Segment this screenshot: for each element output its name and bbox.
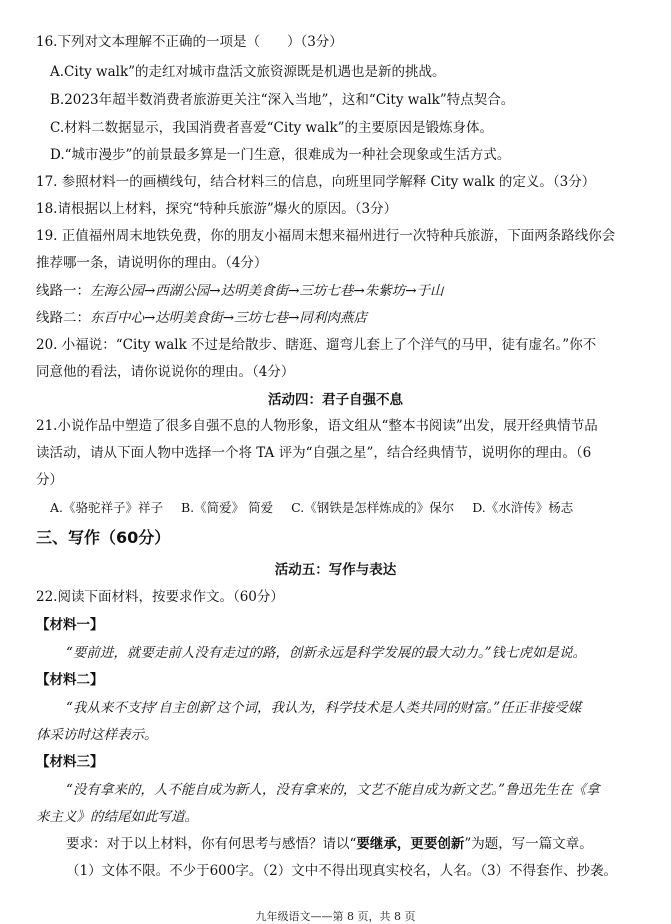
q16-option-c: C.材料二数据显示，我国消费者喜爱“City walk”的主要原因是锻炼身体。 xyxy=(50,120,494,136)
q21-option-c: C.《钢铁是怎样炼成的》保尔 xyxy=(291,500,455,515)
material-three-tag: 【材料三】 xyxy=(36,754,104,770)
q21-option-a: A.《骆驼祥子》祥子 xyxy=(50,500,164,515)
q21-option-b: B.《简爱》 简爱 xyxy=(181,500,274,515)
material-one-text: “要前进，就要走前人没有走过的路，创新永远是科学发展的最大动力。”钱七虎如是说。 xyxy=(66,645,587,661)
activity-five-heading: 活动五：写作与表达 xyxy=(274,562,397,578)
essay-title: 要继承，更要创新 xyxy=(356,836,465,852)
activity-four-heading: 活动四：君子自强不息 xyxy=(268,392,403,408)
q21-options xyxy=(50,498,641,518)
requirement-suffix: ”为题，写一篇文章。 xyxy=(464,836,593,852)
q21-line3: 分） xyxy=(36,472,63,488)
q16-option-a: A.City walk”的走红对城市盘活文旅资源既是机遇也是新的挑战。 xyxy=(50,64,446,80)
q20-line1: 20. 小福说：“City walk 不过是给散步、瞎逛、遛弯儿套上了个洋气的马甲，徒有虚名。”你不 xyxy=(36,337,597,353)
material-one-tag: 【材料一】 xyxy=(36,617,104,633)
writing-requirement xyxy=(66,834,641,854)
q19-line2: 推荐哪一条，请说明你的理由。（4分） xyxy=(36,255,268,271)
q17-text: 17. 参照材料一的画横线句，结合材料三的信息，向班里同学解释 City walk 的定义。（3分） xyxy=(36,174,596,190)
q19-line1: 19. 正值福州周末地铁免费，你的朋友小福周末想来福州进行一次特种兵旅游，下面两条路线你会 xyxy=(36,228,616,244)
route-two-label: 线路二： xyxy=(36,310,90,326)
q21-line1: 21.小说作品中塑造了很多自强不息的人物形象，语文组从“整本书阅读”出发，展开经典情节品 xyxy=(36,418,598,434)
route-two xyxy=(36,308,641,328)
writing-rules: （1）文体不限。不少于600字。（2）文中不得出现真实校名，人名。（3）不得套作、抄袭。 xyxy=(66,863,618,879)
q16-option-d: D.“城市漫步”的前景最多算是一门生意，很难成为一种社会现象或生活方式。 xyxy=(50,147,511,163)
q22-stem: 22.阅读下面材料，按要求作文。（60分） xyxy=(36,589,284,605)
route-one-stops: 左海公园→西湖公园→达明美食街→三坊七巷→朱紫坊→于山 xyxy=(90,283,444,299)
material-three-line2: 来主义》的结尾如此写道。 xyxy=(36,809,198,825)
section-three-heading: 三、写作（60分） xyxy=(36,528,171,547)
route-two-stops: 东百中心→达明美食街→三坊七巷→同利肉燕店 xyxy=(90,310,367,326)
q16-stem: 16.下列对文本理解不正确的一项是（ ）（3分） xyxy=(36,34,343,50)
material-two-tag: 【材料二】 xyxy=(36,672,104,688)
material-two-line2: 体采访时这样表示。 xyxy=(36,727,158,743)
q20-line2: 同意他的看法，请你说说你的理由。（4分） xyxy=(36,364,295,380)
requirement-prefix: 要求：对于以上材料，你有何思考与感悟？请以“ xyxy=(66,836,357,852)
route-one xyxy=(36,281,641,301)
q21-option-d: D.《水浒传》杨志 xyxy=(472,500,574,515)
material-two-line1: “我从来不支持‘自主创新’这个词，我认为，科学技术是人类共同的财富。”任正非接受媒 xyxy=(66,700,582,716)
page-footer: 九年级语文——第 8 页，共 8 页 xyxy=(255,910,416,923)
q21-line2: 读活动，请从下面人物中选择一个将 TA 评为“自强之星”，结合经典情节，说明你的理由。（6 xyxy=(36,445,592,461)
material-three-line1: “没有拿来的，人不能自成为新人，没有拿来的，文艺不能自成为新文艺。”鲁迅先生在《拿 xyxy=(66,782,600,798)
route-one-label: 线路一： xyxy=(36,283,90,299)
q18-text: 18.请根据以上材料，探究“特种兵旅游”爆火的原因。（3分） xyxy=(36,201,398,217)
q16-option-b: B.2023年超半数消费者旅游更关注“深入当地”，这和“City walk”特点契合。 xyxy=(50,92,515,108)
